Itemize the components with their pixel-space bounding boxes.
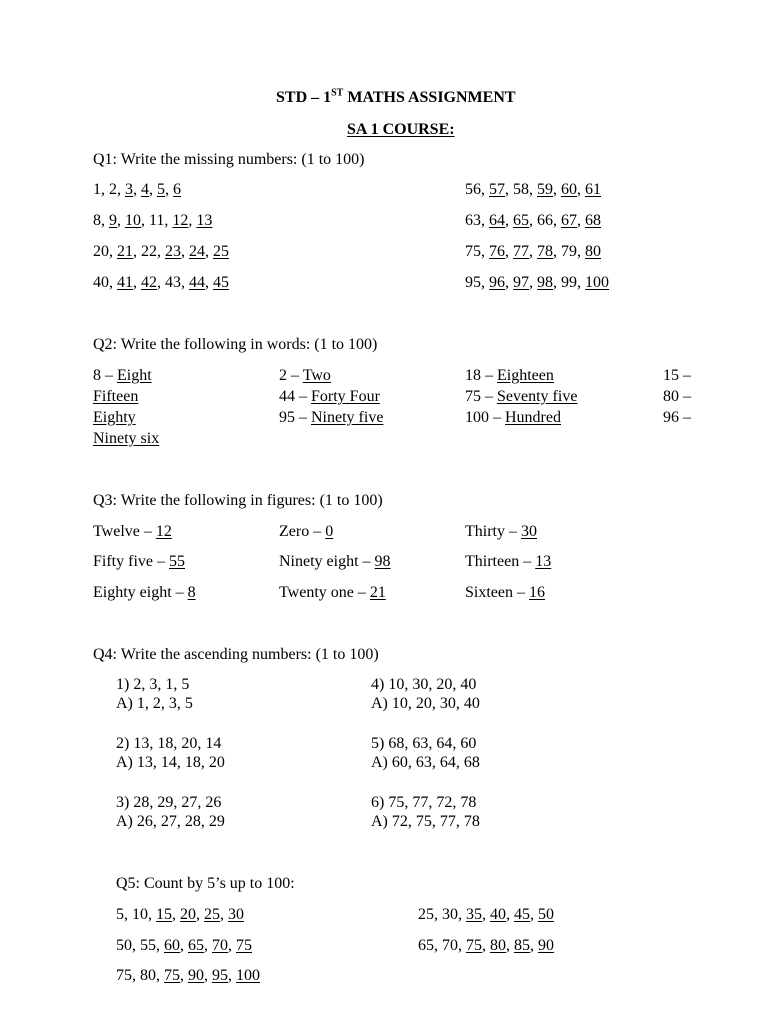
answer-number: 41 [117, 274, 133, 291]
q1-row-1-left: 1, 2, 3, 4, 5, 6 [93, 181, 181, 198]
answer-number: 65 [188, 937, 204, 954]
q2-number: 80 – [663, 388, 691, 405]
given-number: 20 [93, 243, 109, 260]
title-post: MATHS ASSIGNMENT [343, 89, 516, 106]
q2-answer: Eighty [93, 409, 136, 426]
answer-number: 25 [213, 243, 229, 260]
q2-item [279, 387, 380, 407]
given-number: 75 [116, 967, 132, 984]
q2-answer: Seventy five [497, 388, 578, 405]
answer-number: 90 [538, 937, 554, 954]
q1-row-4-left: 40, 41, 42, 43, 44, 45 [93, 274, 229, 291]
given-number: 55 [140, 937, 156, 954]
answer-number: 6 [173, 181, 181, 198]
answer-number: 95 [212, 967, 228, 984]
q2-item [465, 387, 577, 407]
q4-answer: A) 10, 20, 30, 40 [371, 695, 480, 712]
answer-number: 60 [164, 937, 180, 954]
q2-answer: Two [302, 367, 331, 384]
given-number: 10 [132, 906, 148, 923]
q2-answer: Hundred [505, 409, 561, 426]
title-superscript: ST [331, 87, 344, 99]
given-number: 65 [418, 937, 434, 954]
q3-heading: Q3: Write the following in figures: (1 to 100) [93, 492, 383, 509]
answer-number: 100 [236, 967, 260, 984]
given-number: 11 [149, 212, 165, 229]
q3-item [279, 583, 386, 603]
answer-number: 35 [466, 906, 482, 923]
answer-number: 45 [514, 906, 530, 923]
q2-item [663, 408, 691, 428]
q1-row-1-right: 56, 57, 58, 59, 60, 61 [465, 181, 601, 198]
answer-number: 25 [204, 906, 220, 923]
q3-item [93, 583, 196, 603]
given-number: 40 [93, 274, 109, 291]
q2-answer: Eight [117, 367, 152, 384]
answer-number: 67 [561, 212, 577, 229]
answer-number: 76 [489, 243, 505, 260]
answer-number: 24 [189, 243, 205, 260]
answer-number: 13 [196, 212, 213, 229]
answer-number: 59 [537, 181, 553, 198]
given-number: 2 [109, 181, 117, 198]
q2-number: 44 – [279, 388, 311, 405]
answer-number: 65 [513, 212, 529, 229]
answer-number: 21 [117, 243, 133, 260]
q4-answer: A) 26, 27, 28, 29 [116, 813, 225, 830]
q1-heading: Q1: Write the missing numbers: (1 to 100) [93, 151, 365, 168]
q3-answer: 55 [169, 553, 185, 570]
q2-answer: Fifteen [93, 388, 139, 405]
q1-row-4-right: 95, 96, 97, 98, 99, 100 [465, 274, 609, 291]
q5-row-2-left: 50, 55, 60, 65, 70, 75 [116, 937, 252, 954]
q1-row-2-right: 63, 64, 65, 66, 67, 68 [465, 212, 601, 229]
answer-number: 20 [180, 906, 196, 923]
answer-number: 3 [125, 181, 133, 198]
answer-number: 80 [585, 243, 601, 260]
q2-item [279, 408, 383, 428]
given-number: 50 [116, 937, 132, 954]
answer-number: 77 [513, 243, 529, 260]
q2-heading: Q2: Write the following in words: (1 to 100) [93, 336, 378, 353]
q3-item [279, 522, 333, 542]
q4-answer: A) 1, 2, 3, 5 [116, 695, 193, 712]
q3-answer: 0 [325, 523, 334, 540]
q2-answer: Forty Four [311, 388, 380, 405]
q4-answer: A) 72, 75, 77, 78 [371, 813, 480, 830]
answer-number: 4 [141, 181, 149, 198]
q2-number: 15 – [663, 367, 691, 384]
q5-row-1-left: 5, 10, 15, 20, 25, 30 [116, 906, 244, 923]
q3-item [279, 552, 391, 572]
q2-item [93, 387, 138, 407]
answer-number: 45 [213, 274, 229, 291]
answer-number: 10 [125, 212, 141, 229]
answer-number: 78 [537, 243, 553, 260]
q3-word: Fifty five – [93, 553, 169, 570]
q4-question: 4) 10, 30, 20, 40 [371, 676, 477, 693]
q1-row-3-right: 75, 76, 77, 78, 79, 80 [465, 243, 601, 260]
answer-number: 75 [236, 937, 252, 954]
q3-item [93, 552, 185, 572]
answer-number: 97 [513, 274, 529, 291]
answer-number: 15 [156, 906, 172, 923]
q2-number: 100 – [465, 409, 505, 426]
q2-number: 96 – [663, 409, 691, 426]
answer-number: 5 [157, 181, 165, 198]
q5-row-3-left: 75, 80, 75, 90, 95, 100 [116, 967, 260, 984]
answer-number: 40 [490, 906, 506, 923]
q1-row-2-left: 8, 9, 10, 11, 12, 13 [93, 212, 213, 229]
answer-number: 100 [585, 274, 609, 291]
q2-number: 18 – [465, 367, 497, 384]
given-number: 25 [418, 906, 434, 923]
q2-item [93, 366, 152, 386]
q4-question: 2) 13, 18, 20, 14 [116, 735, 222, 752]
title-pre: STD – 1 [276, 89, 332, 106]
q3-word: Zero – [279, 523, 326, 540]
q3-answer: 21 [369, 584, 386, 601]
answer-number: 9 [109, 212, 117, 229]
q3-answer: 30 [521, 523, 537, 540]
q3-word: Ninety eight – [279, 553, 375, 570]
q2-answer: Ninety five [311, 409, 384, 426]
q3-word: Twenty one – [279, 584, 370, 601]
q2-item [279, 366, 331, 386]
q3-word: Sixteen – [465, 584, 529, 601]
q2-item [93, 429, 159, 449]
page-title [276, 88, 516, 108]
q3-item [93, 522, 172, 542]
answer-number: 64 [489, 212, 505, 229]
given-number: 63 [465, 212, 481, 229]
answer-number: 85 [514, 937, 530, 954]
given-number: 5 [116, 906, 124, 923]
answer-number: 57 [489, 181, 505, 198]
q3-answer: 16 [529, 584, 545, 601]
q4-question: 6) 75, 77, 72, 78 [371, 794, 477, 811]
q2-number: 8 – [93, 367, 117, 384]
answer-number: 80 [490, 937, 506, 954]
given-number: 70 [442, 937, 458, 954]
answer-number: 96 [489, 274, 505, 291]
q3-item [465, 552, 551, 572]
q4-question: 3) 28, 29, 27, 26 [116, 794, 222, 811]
answer-number: 30 [228, 906, 244, 923]
answer-number: 23 [165, 243, 181, 260]
given-number: 66 [537, 212, 553, 229]
q2-item [465, 408, 561, 428]
given-number: 58 [513, 181, 529, 198]
given-number: 30 [442, 906, 458, 923]
q4-question: 1) 2, 3, 1, 5 [116, 676, 190, 693]
q3-word: Eighty eight – [93, 584, 188, 601]
given-number: 75 [465, 243, 481, 260]
q2-number: 95 – [279, 409, 311, 426]
q3-word: Thirteen – [465, 553, 536, 570]
answer-number: 75 [466, 937, 482, 954]
q3-word: Twelve – [93, 523, 156, 540]
q2-item [663, 387, 691, 407]
given-number: 79 [561, 243, 577, 260]
q4-question: 5) 68, 63, 64, 60 [371, 735, 477, 752]
q2-item [93, 408, 136, 428]
q2-item [663, 366, 691, 386]
given-number: 80 [140, 967, 156, 984]
q4-answer: A) 60, 63, 64, 68 [371, 754, 480, 771]
q1-row-3-left: 20, 21, 22, 23, 24, 25 [93, 243, 229, 260]
answer-number: 44 [189, 274, 205, 291]
given-number: 43 [165, 274, 181, 291]
given-number: 1 [93, 181, 101, 198]
given-number: 56 [465, 181, 481, 198]
given-number: 95 [465, 274, 481, 291]
answer-number: 98 [537, 274, 553, 291]
q3-answer: 98 [374, 553, 391, 570]
q5-row-1-right: 25, 30, 35, 40, 45, 50 [418, 906, 554, 923]
given-number: 22 [141, 243, 157, 260]
answer-number: 12 [172, 212, 189, 229]
given-number: 8 [93, 212, 101, 229]
answer-number: 60 [561, 181, 577, 198]
q2-number: 2 – [279, 367, 303, 384]
q3-answer: 8 [187, 584, 196, 601]
answer-number: 50 [538, 906, 554, 923]
q3-answer: 12 [155, 523, 172, 540]
q3-word: Thirty – [465, 523, 521, 540]
q2-item [465, 366, 554, 386]
q4-heading: Q4: Write the ascending numbers: (1 to 100) [93, 646, 379, 663]
q3-answer: 13 [535, 553, 552, 570]
q4-answer: A) 13, 14, 18, 20 [116, 754, 225, 771]
answer-number: 70 [212, 937, 228, 954]
answer-number: 42 [141, 274, 157, 291]
q3-item [465, 583, 545, 603]
q5-row-2-right: 65, 70, 75, 80, 85, 90 [418, 937, 554, 954]
q2-answer: Eighteen [497, 367, 554, 384]
q2-answer: Ninety six [93, 430, 160, 447]
answer-number: 75 [164, 967, 180, 984]
q3-item [465, 522, 537, 542]
q2-number: 75 – [465, 388, 497, 405]
answer-number: 68 [585, 212, 601, 229]
q5-heading: Q5: Count by 5’s up to 100: [116, 875, 295, 892]
given-number: 99 [561, 274, 577, 291]
page-subtitle: SA 1 COURSE: [347, 121, 455, 138]
answer-number: 90 [188, 967, 204, 984]
answer-number: 61 [585, 181, 601, 198]
